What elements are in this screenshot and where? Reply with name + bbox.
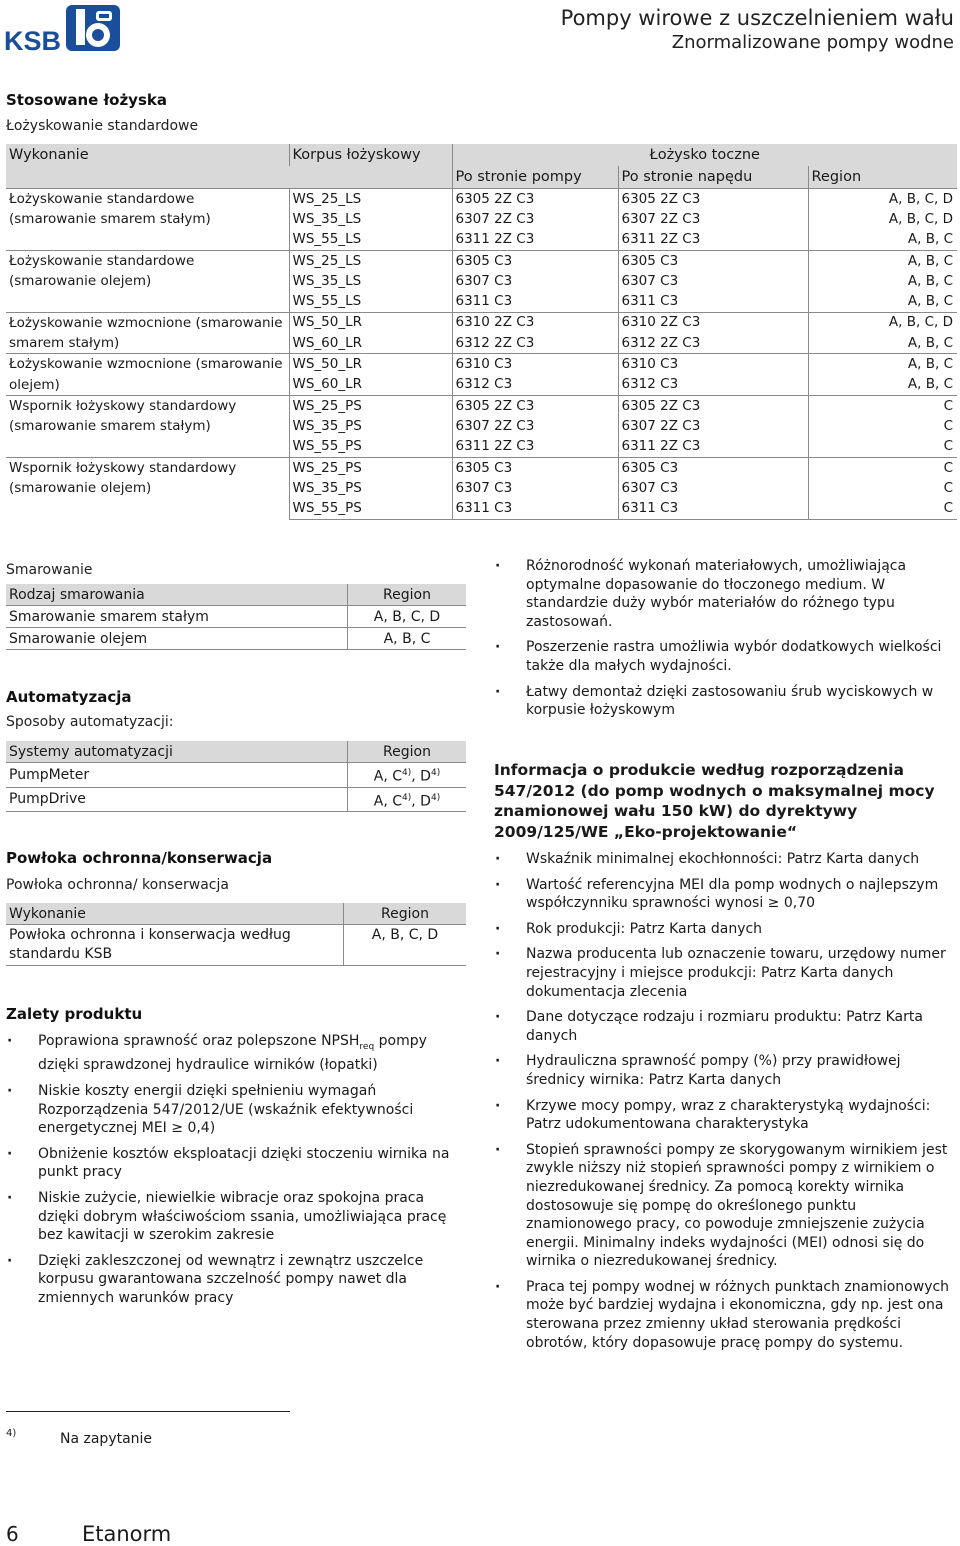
coating-region: A, B, C, D [344,925,467,966]
bearing-drive-side: 6305 C3 [618,457,808,478]
table-row [6,312,957,333]
col-lubrication-type: Rodzaj smarowania [6,584,348,606]
list-item: · Nazwa producenta lub oznaczenie towaru, urzędowy numer rejestracyjny i miejsce produkcji: Patrz Karta danych dokumentacja zlecenia [494,945,956,1001]
bearing-drive-side: 6311 C3 [618,291,808,312]
bearings-table [6,144,957,520]
col-variant: Wykonanie [6,144,289,166]
automation-system: PumpDrive [6,787,348,812]
page-number: 6 [6,1522,19,1546]
table-row [6,606,466,628]
bearing-region: C [808,437,957,458]
bearing-region: A, B, C [808,291,957,312]
bearing-housing: WS_35_LS [289,271,452,291]
table-row [6,628,466,650]
bearing-pump-side: 6311 C3 [452,498,618,519]
bearing-housing: WS_35_PS [289,416,452,436]
list-item: · Poszerzenie rastra umożliwia wybór dodatkowych wielkości także dla małych wydajności. [494,638,956,675]
bearing-pump-side: 6311 2Z C3 [452,437,618,458]
bearing-drive-side: 6305 2Z C3 [618,189,808,210]
list-item: · Stopień sprawności pompy ze skorygowanym wirnikiem jest zwykle niższy niż stopień sprawności pompy z wirnikiem o niezredukowanej średnicy. Za pomocą korekty wirnika dostosowuje się pompę do określonego punktu znamionowego pracy, co powoduje zmniejszenie zużycia energii. Minimalny indeks wydajności (MEI) odnosi się do wirnika o niezredukowanej średnicy. [494,1141,956,1271]
advantages-heading: Zalety produktu [6,1005,143,1023]
automation-system: PumpMeter [6,763,348,788]
bearing-drive-side: 6305 2Z C3 [618,395,808,416]
bearing-housing: WS_55_LS [289,291,452,312]
col-region: Region [808,166,957,189]
header-title: Pompy wirowe z uszczelnieniem wału [560,6,954,30]
bearing-pump-side: 6312 2Z C3 [452,333,618,354]
list-item: · Poprawiona sprawność oraz polepszone $NPSH_{req}$ pompy dzięki sprawdzonej hydraulice wirników (łopatki) [6,1032,466,1075]
bearing-drive-side: 6312 2Z C3 [618,333,808,354]
bearing-drive-side: 6307 2Z C3 [618,416,808,436]
bearing-drive-side: 6307 C3 [618,271,808,291]
lubrication-region: A, B, C, D [348,606,467,628]
list-item: · Rok produkcji: Patrz Karta danych [494,920,956,939]
bearing-variant: Łożyskowanie standardowe (smarowanie smarem stałym) [6,189,289,251]
bearing-housing: WS_35_LS [289,209,452,229]
bearing-variant: Wspornik łożyskowy standardowy (smarowanie olejem) [6,457,289,519]
bearing-drive-side: 6310 C3 [618,354,808,375]
bearing-housing: WS_55_PS [289,437,452,458]
col-automation-region: Region [348,741,467,763]
bearing-housing: WS_25_PS [289,395,452,416]
table-row [6,395,957,416]
automation-region: A, $C^{4)}$, $D^{4)}$ [348,787,467,812]
footnote-divider [6,1411,290,1412]
bearing-pump-side: 6305 2Z C3 [452,395,618,416]
list-item: · Niskie zużycie, niewielkie wibracje oraz spokojna praca dzięki dobrym właściwościom ssania, umożliwiająca pracę bez kawitacji w szerokim zakresie [6,1189,466,1245]
bearing-drive-side: 6312 C3 [618,375,808,396]
bearings-table-body [6,189,957,520]
automation-heading: Automatyzacja [6,688,132,706]
bearing-housing: WS_25_LS [289,189,452,210]
bearing-pump-side: 6311 2Z C3 [452,230,618,251]
bearing-pump-side: 6305 2Z C3 [452,189,618,210]
bearing-pump-side: 6310 C3 [452,354,618,375]
list-item: · Praca tej pompy wodnej w różnych punktach znamionowych może być bardziej wydajna i ekonomiczna, gdy np. jest ona sterowana przez zmienny układ sterowania prędkości obrotów, który dopasowuje pracę pompy do systemu. [494,1278,956,1352]
bearing-pump-side: 6310 2Z C3 [452,312,618,333]
list-item: · Krzywe mocy pompy, wraz z charakterystyką wydajności: Patrz udokumentowana charakterystyka [494,1097,956,1134]
lubrication-type: Smarowanie olejem [6,628,348,650]
header-subtitle: Znormalizowane pompy wodne [671,32,954,53]
bearing-housing: WS_25_PS [289,457,452,478]
bearing-region: A, B, C, D [808,312,957,333]
bearing-housing: WS_60_LR [289,333,452,354]
product-name: Etanorm [82,1522,172,1546]
bearing-variant: Łożyskowanie wzmocnione (smarowanie smarem stałym) [6,312,289,354]
bearing-housing: WS_60_LR [289,375,452,396]
col-rolling-bearing: Łożysko toczne [452,144,957,166]
bearing-region: C [808,457,957,478]
ksb-logo [4,3,124,53]
bearing-drive-side: 6311 C3 [618,498,808,519]
col-automation-system: Systemy automatyzacji [6,741,348,763]
list-item: · Dane dotyczące rodzaju i rozmiaru produktu: Patrz Karta danych [494,1008,956,1045]
bearing-region: A, B, C [808,250,957,271]
lubrication-label: Smarowanie [6,562,93,578]
bearing-region: A, B, C [808,354,957,375]
bearing-drive-side: 6310 2Z C3 [618,312,808,333]
coating-heading: Powłoka ochronna/konserwacja [6,849,273,867]
coating-table [6,903,466,966]
list-item: · Wartość referencyjna MEI dla pomp wodnych o najlepszym współczynniku sprawności wynosi ≥ 0,70 [494,876,956,913]
table-row [6,457,957,478]
list-item: · Łatwy demontaż dzięki zastosowaniu śrub wyciskowych w korpusie łożyskowym [494,683,956,720]
table-row [6,354,957,375]
bearing-pump-side: 6307 C3 [452,478,618,498]
bearings-heading: Stosowane łożyska [6,91,167,109]
bearing-housing: WS_50_LR [289,354,452,375]
bearing-pump-side: 6305 C3 [452,250,618,271]
bearing-pump-side: 6307 2Z C3 [452,209,618,229]
bearing-region: A, B, C [808,271,957,291]
col-lubrication-region: Region [348,584,467,606]
bearing-variant: Łożyskowanie standardowe (smarowanie olejem) [6,250,289,312]
bearing-housing: WS_55_LS [289,230,452,251]
bearing-drive-side: 6311 2Z C3 [618,437,808,458]
bearing-housing: WS_50_LR [289,312,452,333]
bearing-pump-side: 6307 2Z C3 [452,416,618,436]
bearing-region: C [808,498,957,519]
info-list [494,850,956,1359]
table-row [6,189,957,210]
bearings-subheading: Łożyskowanie standardowe [6,118,199,134]
col-housing: Korpus łożyskowy [289,144,452,166]
lubrication-region: A, B, C [348,628,467,650]
bearing-region: A, B, C [808,333,957,354]
bearing-housing: WS_35_PS [289,478,452,498]
table-row [6,925,466,966]
list-item: · Niskie koszty energii dzięki spełnieniu wymagań Rozporządzenia 547/2012/UE (wskaźnik efektywności energetycznej MEI ≥ 0,4) [6,1082,466,1138]
table-row [6,787,466,812]
bearing-pump-side: 6312 C3 [452,375,618,396]
col-coating-variant: Wykonanie [6,903,344,925]
bearing-region: C [808,395,957,416]
right-feature-list [494,557,956,727]
info-heading: Informacja o produkcie według rozporządzenia 547/2012 (do pomp wodnych o maksymalnej mocy znamionowej wału 150 kW) do dyrektywy 2009/125/WE „Eko-projektowanie“ [494,761,935,841]
bearing-pump-side: 6305 C3 [452,457,618,478]
list-item: · Dzięki zakleszczonej od wewnątrz i zewnątrz uszczelce korpusu gwarantowana szczelność pompy nawet dla zmiennych warunków pracy [6,1252,466,1308]
bearing-pump-side: 6307 C3 [452,271,618,291]
col-coating-region: Region [344,903,467,925]
footnote-text: Na zapytanie [60,1431,153,1447]
bearing-region: A, B, C, D [808,189,957,210]
col-drive-side: Po stronie napędu [618,166,808,189]
list-item: · Hydrauliczna sprawność pompy (%) przy prawidłowej średnicy wirnika: Patrz Karta danych [494,1052,956,1089]
bearing-drive-side: 6305 C3 [618,250,808,271]
col-pump-side: Po stronie pompy [452,166,618,189]
automation-intro: Sposoby automatyzacji: [6,714,174,730]
bearing-drive-side: 6311 2Z C3 [618,230,808,251]
bearing-region: C [808,478,957,498]
bearing-pump-side: 6311 C3 [452,291,618,312]
lubrication-type: Smarowanie smarem stałym [6,606,348,628]
bearing-variant: Łożyskowanie wzmocnione (smarowanie olejem) [6,354,289,396]
automation-region: A, $C^{4)}$, $D^{4)}$ [348,763,467,788]
bearing-drive-side: 6307 C3 [618,478,808,498]
footnote-mark: 4) [6,1428,17,1439]
bearing-region: A, B, C [808,375,957,396]
coating-intro: Powłoka ochronna/ konserwacja [6,877,229,893]
bearing-drive-side: 6307 2Z C3 [618,209,808,229]
automation-table [6,741,466,812]
ksb-logo-text: KSB [4,26,62,53]
bearing-region: C [808,416,957,436]
list-item: · Obniżenie kosztów eksploatacji dzięki stoczeniu wirnika na punkt pracy [6,1145,466,1182]
list-item: · Różnorodność wykonań materiałowych, umożliwiająca optymalne dopasowanie do tłoczonego medium. W standardzie duży wybór materiałów do różnego typu zastosowań. [494,557,956,631]
bearing-region: A, B, C [808,230,957,251]
list-item: · Wskaźnik minimalnej ekochłonności: Patrz Karta danych [494,850,956,869]
bearing-variant: Wspornik łożyskowy standardowy (smarowanie smarem stałym) [6,395,289,457]
advantages-list [6,1032,466,1315]
bearing-housing: WS_55_PS [289,498,452,519]
bearing-region: A, B, C, D [808,209,957,229]
table-row [6,250,957,271]
bearing-housing: WS_25_LS [289,250,452,271]
coating-variant: Powłoka ochronna i konserwacja według standardu KSB [6,925,344,966]
lubrication-table [6,584,466,650]
table-row [6,763,466,788]
